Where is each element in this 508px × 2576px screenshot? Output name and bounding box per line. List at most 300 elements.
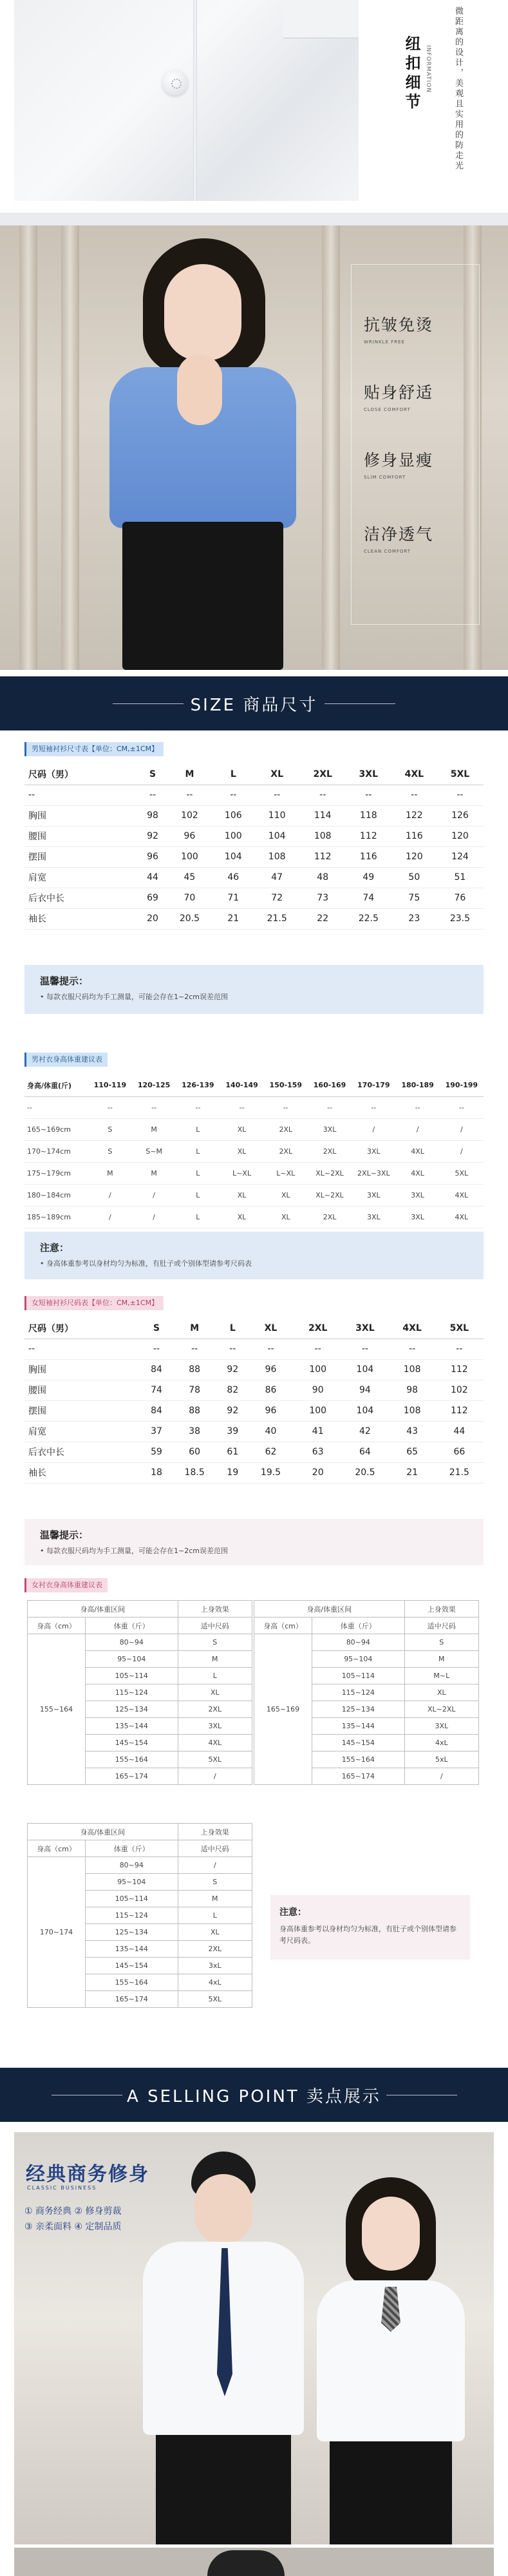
table-cell: 胸围 xyxy=(24,805,139,826)
table-cell: -- xyxy=(435,1339,484,1359)
table-cell: XL xyxy=(220,1140,263,1162)
women-note-box xyxy=(270,1895,470,1960)
table-row xyxy=(24,1400,484,1421)
table-cell: 104 xyxy=(254,826,301,846)
table-cell: L~XL xyxy=(220,1162,263,1184)
table-cell: -- xyxy=(176,1096,220,1118)
women-ref-block-2 xyxy=(254,1600,479,1785)
model-face xyxy=(164,264,241,361)
table-cell: 70 xyxy=(166,888,213,908)
table-cell: -- xyxy=(171,1339,219,1359)
table-cell: 20.5 xyxy=(166,908,213,929)
size-header: 适中尺码 xyxy=(404,1617,478,1634)
table-cell: -- xyxy=(345,785,392,805)
weight-range: 105~114 xyxy=(312,1668,405,1684)
size-header: 适中尺码 xyxy=(178,1617,252,1634)
table-cell: 100 xyxy=(295,1359,341,1380)
table-cell: 22.5 xyxy=(345,908,392,929)
note-text: 身高体重参考以身材均匀为标准，有肚子或个别体型请参考尺码表。 xyxy=(279,1925,456,1945)
weight-header: 体重（斤） xyxy=(86,1840,178,1857)
women-ref-table-label: 女衬衣身高体重建议表 xyxy=(24,1578,108,1592)
feature-subtitle: CLEAN COMFORT xyxy=(364,549,411,554)
table-row xyxy=(24,1421,484,1442)
table-cell: 180~184cm xyxy=(24,1184,88,1206)
table-cell: 94 xyxy=(341,1380,389,1400)
table-cell: XL~2XL xyxy=(308,1162,352,1184)
table-cell: -- xyxy=(341,1339,389,1359)
suggested-size: 5XL xyxy=(178,1991,252,2008)
table-cell: -- xyxy=(352,1096,395,1118)
feature-title: 抗皱免烫 xyxy=(364,316,434,334)
weight-range: 165~174 xyxy=(86,1991,178,2008)
weight-range: 105~114 xyxy=(86,1668,178,1684)
table-cell: 110 xyxy=(254,805,301,826)
table-cell: 100 xyxy=(213,826,254,846)
table-cell: 108 xyxy=(301,826,345,846)
height-header: 身高（cm） xyxy=(254,1617,312,1634)
ref-column-header: 110-119 xyxy=(88,1074,132,1096)
table-cell: 4XL xyxy=(440,1184,484,1206)
table-cell: 3XL xyxy=(395,1206,439,1228)
table-cell: 3XL xyxy=(308,1118,352,1140)
table-cell: L~XL xyxy=(264,1162,308,1184)
table-cell: 46 xyxy=(213,867,254,888)
table-cell: 96 xyxy=(166,826,213,846)
table-cell: S xyxy=(88,1140,132,1162)
ref-column-header: 190-199 xyxy=(440,1074,484,1096)
selling-header-title: A SELLING POINT 卖点展示 xyxy=(127,2087,381,2106)
table-cell: 腰围 xyxy=(24,1380,143,1400)
weight-range: 95~104 xyxy=(312,1651,405,1668)
table-cell: 92 xyxy=(219,1400,247,1421)
table-cell: 75 xyxy=(392,888,437,908)
table-cell: / xyxy=(132,1206,176,1228)
table-cell: -- xyxy=(219,1339,247,1359)
table-cell: 69 xyxy=(139,888,166,908)
button-detail-subtitle: INFORMATION xyxy=(425,45,431,93)
men-height-weight-table xyxy=(24,1074,484,1228)
table-cell: -- xyxy=(143,1339,171,1359)
table-cell: 74 xyxy=(345,888,392,908)
table-cell: 3XL xyxy=(352,1184,395,1206)
table-cell: -- xyxy=(24,1339,143,1359)
ref-column-header: 身高/体重(斤) xyxy=(24,1074,88,1096)
table-cell: -- xyxy=(24,785,139,805)
height-range: 170~174 xyxy=(28,1857,86,2008)
table-cell: 108 xyxy=(254,846,301,867)
size-column-header: XL xyxy=(254,764,301,785)
suggested-size: 3XL xyxy=(404,1718,478,1735)
table-cell: -- xyxy=(132,1096,176,1118)
weight-range: 165~174 xyxy=(86,1768,178,1785)
suggested-size: S xyxy=(178,1874,252,1891)
suggested-size: 4xL xyxy=(404,1735,478,1751)
table-cell: 112 xyxy=(435,1359,484,1380)
table-row xyxy=(24,1206,484,1228)
table-cell: 20 xyxy=(139,908,166,929)
table-cell: 23 xyxy=(392,908,437,929)
table-cell: 92 xyxy=(219,1359,247,1380)
background-column xyxy=(61,225,79,670)
block-group-row xyxy=(28,1824,252,1840)
feature-item xyxy=(364,522,505,554)
table-cell: 108 xyxy=(390,1400,435,1421)
table-cell: 4XL xyxy=(395,1162,439,1184)
header-rule xyxy=(325,703,395,704)
table-cell: M xyxy=(132,1118,176,1140)
suggested-size: S xyxy=(178,1634,252,1651)
table-cell: 3XL xyxy=(352,1206,395,1228)
table-cell: 104 xyxy=(213,846,254,867)
table-row xyxy=(28,1857,252,1874)
table-cell: 175~179cm xyxy=(24,1162,88,1184)
button-detail-title: 纽扣细节 xyxy=(402,35,420,113)
weight-header: 体重（斤） xyxy=(312,1617,405,1634)
table-row xyxy=(24,1184,484,1206)
table-cell: 20.5 xyxy=(341,1462,389,1483)
size-table-header-row xyxy=(24,764,484,785)
table-cell: 122 xyxy=(392,805,437,826)
size-column-header: XL xyxy=(247,1318,295,1339)
height-range: 155~164 xyxy=(28,1634,86,1785)
size-column-header: L xyxy=(219,1318,247,1339)
block-subheader-row xyxy=(28,1840,252,1857)
suggested-size: XL~2XL xyxy=(404,1701,478,1718)
model-hair xyxy=(207,2550,285,2576)
note-title: 注意： xyxy=(40,1242,70,1254)
table-cell: 摆围 xyxy=(24,846,139,867)
table-cell: S~M xyxy=(132,1140,176,1162)
table-cell: 102 xyxy=(435,1380,484,1400)
table-cell: L xyxy=(176,1162,220,1184)
weight-range: 80~94 xyxy=(312,1634,405,1651)
suggested-size: XL xyxy=(404,1684,478,1701)
table-cell: XL xyxy=(264,1184,308,1206)
table-cell: 3XL xyxy=(352,1140,395,1162)
model-face xyxy=(362,2197,420,2271)
height-header: 身高（cm） xyxy=(28,1617,86,1634)
suggested-size: / xyxy=(178,1768,252,1785)
suggested-size: L xyxy=(178,1907,252,1924)
weight-range: 115~124 xyxy=(86,1684,178,1701)
size-column-header: 4XL xyxy=(390,1318,435,1339)
weight-range: 155~164 xyxy=(312,1751,405,1768)
table-cell: 92 xyxy=(139,826,166,846)
table-cell: / xyxy=(440,1118,484,1140)
shirt-button-image xyxy=(162,70,188,95)
selling-bullets-row-2: ③ 亲柔面料 ④ 定制品质 xyxy=(24,2222,122,2232)
group-header: 身高/体重区间 xyxy=(28,1601,178,1617)
table-cell: 摆围 xyxy=(24,1400,143,1421)
table-cell: -- xyxy=(213,785,254,805)
note-text: • 身高体重参考以身材均匀为标准，有肚子或个别体型请参考尺码表 xyxy=(40,1259,252,1268)
table-cell: 71 xyxy=(213,888,254,908)
table-cell: 98 xyxy=(139,805,166,826)
table-cell: -- xyxy=(437,785,484,805)
table-cell: -- xyxy=(308,1096,352,1118)
ref-dash-row xyxy=(24,1096,484,1118)
table-cell: 19.5 xyxy=(247,1462,295,1483)
table-cell: 100 xyxy=(295,1400,341,1421)
suggested-size: 5XL xyxy=(178,1751,252,1768)
note-title: 注意： xyxy=(279,1907,306,1918)
table-row xyxy=(24,1462,484,1483)
table-cell: / xyxy=(395,1118,439,1140)
table-cell: 21 xyxy=(213,908,254,929)
table-cell: 63 xyxy=(295,1442,341,1462)
table-cell: 90 xyxy=(295,1380,341,1400)
table-cell: 112 xyxy=(435,1400,484,1421)
table-row xyxy=(28,1634,252,1651)
table-cell: 66 xyxy=(435,1442,484,1462)
table-cell: L xyxy=(176,1140,220,1162)
table-cell: 18 xyxy=(143,1462,171,1483)
table-cell: 104 xyxy=(341,1359,389,1380)
effect-header: 上身效果 xyxy=(178,1824,252,1840)
size-column-header: 4XL xyxy=(392,764,437,785)
table-cell: 49 xyxy=(345,867,392,888)
table-cell: 51 xyxy=(437,867,484,888)
section-divider xyxy=(0,213,508,225)
feature-item xyxy=(364,380,505,412)
block-subheader-row xyxy=(28,1617,252,1634)
table-cell: 2XL xyxy=(264,1140,308,1162)
table-cell: M xyxy=(132,1162,176,1184)
table-cell: 43 xyxy=(390,1421,435,1442)
table-cell: 76 xyxy=(437,888,484,908)
women-ref-block-1 xyxy=(27,1600,252,1785)
effect-header: 上身效果 xyxy=(178,1601,252,1617)
table-cell: / xyxy=(88,1206,132,1228)
table-cell: 86 xyxy=(247,1380,295,1400)
suggested-size: / xyxy=(178,1857,252,1874)
table-cell: 44 xyxy=(139,867,166,888)
women-ref-block-3 xyxy=(27,1823,252,2008)
model-face xyxy=(194,2174,252,2245)
selling-photo xyxy=(14,2132,494,2544)
suggested-size: XL xyxy=(178,1684,252,1701)
men-ref-table-label: 男衬衣身高体重建议表 xyxy=(24,1053,108,1067)
table-cell: / xyxy=(132,1184,176,1206)
selling-section-header xyxy=(0,2068,508,2122)
table-row xyxy=(24,1380,484,1400)
table-cell: XL xyxy=(220,1118,263,1140)
size-column-header: S xyxy=(139,764,166,785)
suggested-size: 3XL xyxy=(178,1718,252,1735)
table-cell: 102 xyxy=(166,805,213,826)
table-cell: 2XL xyxy=(308,1206,352,1228)
table-cell: -- xyxy=(220,1096,263,1118)
table-cell: / xyxy=(88,1184,132,1206)
table-cell: 65 xyxy=(390,1442,435,1462)
table-cell: 39 xyxy=(219,1421,247,1442)
black-trousers xyxy=(156,2435,291,2544)
table-cell: M xyxy=(88,1162,132,1184)
table-row xyxy=(24,826,484,846)
suggested-size: M xyxy=(404,1651,478,1668)
weight-range: 155~164 xyxy=(86,1751,178,1768)
selling-bullets-row-1: ① 商务经典 ② 修身剪裁 xyxy=(24,2206,122,2217)
table-cell: 后衣中长 xyxy=(24,888,139,908)
table-row xyxy=(24,867,484,888)
table-cell: 62 xyxy=(247,1442,295,1462)
weight-range: 80~94 xyxy=(86,1634,178,1651)
table-row xyxy=(24,1140,484,1162)
table-cell: 5XL xyxy=(440,1162,484,1184)
table-cell: 112 xyxy=(345,826,392,846)
table-cell: 23.5 xyxy=(437,908,484,929)
table-cell: L xyxy=(176,1184,220,1206)
table-cell: 38 xyxy=(171,1421,219,1442)
weight-range: 145~154 xyxy=(312,1735,405,1751)
size-column-header: M xyxy=(166,764,213,785)
group-header: 身高/体重区间 xyxy=(28,1824,178,1840)
table-row xyxy=(24,846,484,867)
background-column xyxy=(19,225,37,670)
table-cell: 3XL xyxy=(395,1184,439,1206)
table-cell: 96 xyxy=(247,1359,295,1380)
table-cell: 2XL~3XL xyxy=(352,1162,395,1184)
table-row xyxy=(24,1162,484,1184)
weight-range: 125~134 xyxy=(86,1924,178,1941)
size-column-header: L xyxy=(213,764,254,785)
weight-range: 135~144 xyxy=(312,1718,405,1735)
table-cell: -- xyxy=(440,1096,484,1118)
table-cell: 47 xyxy=(254,867,301,888)
size-column-header: M xyxy=(171,1318,219,1339)
feature-subtitle: WRINKLE FREE xyxy=(364,339,405,345)
table-cell: 64 xyxy=(341,1442,389,1462)
table-cell: 22 xyxy=(301,908,345,929)
table-cell: 50 xyxy=(392,867,437,888)
table-cell: 20 xyxy=(295,1462,341,1483)
placket-seam xyxy=(193,0,197,201)
women-size-table-label: 女短袖衬衫尺码表【单位：CM,±1CM】 xyxy=(24,1296,164,1310)
table-cell: XL xyxy=(264,1206,308,1228)
men-size-table-label: 男短袖衬衫尺寸表【单位：CM,±1CM】 xyxy=(24,742,164,756)
table-cell: / xyxy=(352,1118,395,1140)
table-cell: 84 xyxy=(143,1400,171,1421)
size-column-header: 尺码（男） xyxy=(24,1318,143,1339)
suggested-size: XL xyxy=(178,1924,252,1941)
women-tips-box xyxy=(24,1519,484,1565)
table-cell: -- xyxy=(395,1096,439,1118)
weight-header: 体重（斤） xyxy=(86,1617,178,1634)
ref-column-header: 150-159 xyxy=(264,1074,308,1096)
table-row xyxy=(24,1442,484,1462)
male-model-image xyxy=(143,2151,304,2544)
suggested-size: 2XL xyxy=(178,1701,252,1718)
size-header-title: SIZE 商品尺寸 xyxy=(190,696,318,715)
size-table-dash-row xyxy=(24,1339,484,1359)
table-cell: 61 xyxy=(219,1442,247,1462)
table-cell: 124 xyxy=(437,846,484,867)
table-cell: S xyxy=(88,1118,132,1140)
table-cell: 78 xyxy=(171,1380,219,1400)
suggested-size: S xyxy=(404,1634,478,1651)
table-cell: 21.5 xyxy=(254,908,301,929)
female-model-image xyxy=(317,2177,465,2544)
table-cell: -- xyxy=(390,1339,435,1359)
female-model-image xyxy=(97,238,309,670)
table-cell: 185~189cm xyxy=(24,1206,88,1228)
weight-range: 80~94 xyxy=(86,1857,178,1874)
table-cell: 42 xyxy=(341,1421,389,1442)
table-cell: 116 xyxy=(392,826,437,846)
pocket-edge xyxy=(283,0,359,39)
next-photo-preview xyxy=(14,2548,494,2576)
feature-item xyxy=(364,448,505,480)
feature-subtitle: SLIM COMFORT xyxy=(364,475,406,480)
size-column-header: 5XL xyxy=(435,1318,484,1339)
table-cell: 165~169cm xyxy=(24,1118,88,1140)
table-cell: 21.5 xyxy=(435,1462,484,1483)
suggested-size: 3xL xyxy=(178,1958,252,1974)
table-cell: 170~174cm xyxy=(24,1140,88,1162)
tips-text: • 每款衣服尺码均为手工测量，可能会存在1~2cm误差范围 xyxy=(40,1547,228,1555)
table-row xyxy=(24,1359,484,1380)
table-cell: / xyxy=(440,1140,484,1162)
table-row xyxy=(24,805,484,826)
table-cell: 44 xyxy=(435,1421,484,1442)
feature-subtitle: CLOSE COMFORT xyxy=(364,407,411,412)
weight-range: 115~124 xyxy=(86,1907,178,1924)
block-group-row xyxy=(28,1601,252,1617)
table-cell: 108 xyxy=(390,1359,435,1380)
table-cell: 59 xyxy=(143,1442,171,1462)
table-cell: 100 xyxy=(166,846,213,867)
table-cell: 74 xyxy=(143,1380,171,1400)
table-cell: -- xyxy=(254,785,301,805)
size-column-header: 3XL xyxy=(341,1318,389,1339)
black-skirt xyxy=(122,522,283,670)
suggested-size: M~L xyxy=(404,1668,478,1684)
suggested-size: M xyxy=(178,1891,252,1907)
women-size-table xyxy=(24,1318,484,1484)
table-cell: 120 xyxy=(392,846,437,867)
weight-range: 135~144 xyxy=(86,1941,178,1958)
table-cell: XL xyxy=(220,1206,263,1228)
table-cell: -- xyxy=(301,785,345,805)
height-range: 165~169 xyxy=(254,1634,312,1785)
ref-column-header: 126-139 xyxy=(176,1074,220,1096)
ref-column-header: 120-125 xyxy=(132,1074,176,1096)
feature-title: 洁净透气 xyxy=(364,525,434,544)
table-cell: 48 xyxy=(301,867,345,888)
suggested-size: / xyxy=(404,1768,478,1785)
button-detail-section xyxy=(0,0,508,219)
table-cell: 118 xyxy=(345,805,392,826)
table-cell: -- xyxy=(88,1096,132,1118)
weight-range: 95~104 xyxy=(86,1651,178,1668)
weight-range: 145~154 xyxy=(86,1735,178,1751)
table-cell: 112 xyxy=(301,846,345,867)
table-cell: 肩宽 xyxy=(24,867,139,888)
table-cell: 106 xyxy=(213,805,254,826)
table-cell: 126 xyxy=(437,805,484,826)
table-cell: 104 xyxy=(341,1400,389,1421)
table-row xyxy=(24,1118,484,1140)
ref-column-header: 140-149 xyxy=(220,1074,263,1096)
weight-range: 95~104 xyxy=(86,1874,178,1891)
table-row xyxy=(24,908,484,929)
table-cell: -- xyxy=(247,1339,295,1359)
table-cell: 98 xyxy=(390,1380,435,1400)
table-cell: 88 xyxy=(171,1400,219,1421)
table-cell: 4XL xyxy=(395,1140,439,1162)
table-cell: 82 xyxy=(219,1380,247,1400)
size-header: 适中尺码 xyxy=(178,1840,252,1857)
